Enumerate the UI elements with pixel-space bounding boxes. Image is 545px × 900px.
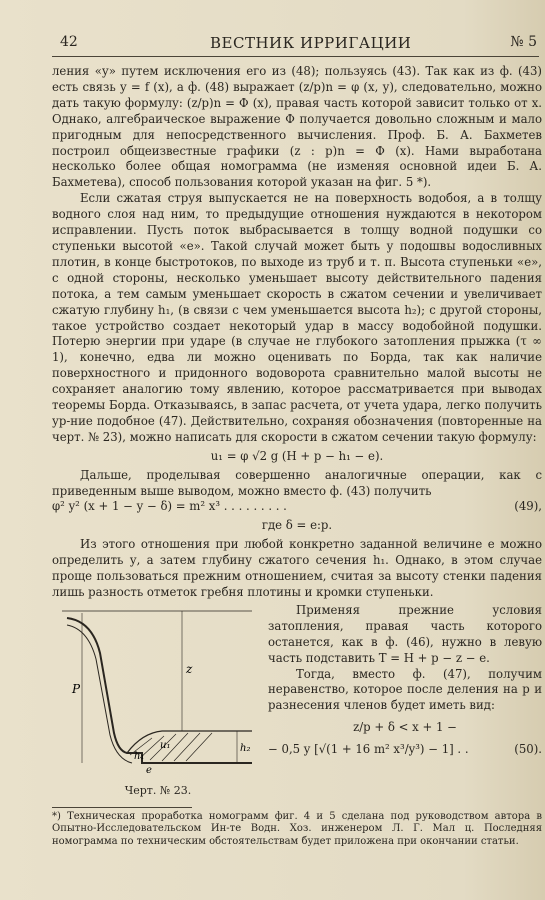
page-number: 42 [60,34,78,50]
side-text [264,603,542,799]
article-body [52,64,542,848]
fig-label-e: e [146,764,152,776]
fig-label-h1: h₁ [134,750,145,762]
figure-block [52,603,542,799]
issue-number: № 5 [510,34,537,50]
equation-50 [268,742,542,758]
fig-label-z: z [186,661,193,676]
equation-49-body: φ² y² (x + 1 − y − δ) = m² x³ . . . . . . . . . [52,499,287,514]
footnote: *) Техническая проработка номограмм фиг. 4 и 5 сделана под руководством автора в Опытно-Исследовательском Ин-те Водн. Хоз. инженером Л. Г. Мал ц. Последняя номограмма по техническим обстоятельствам будет приложена при окончании статьи. [52,810,542,847]
header-rule [52,56,539,57]
paragraph-2: Если сжатая струя выпускается не на поверхность водобоя, а в толщу водного слоя над ним, то предыдущие отношения нуждаются в некотором исправлении. Пусть поток выбрасывается в толщу водной подушки со ступеньки высотой «е». Такой случай может быть у подошвы водосливных плотин, в конце быстротоков, по выходе из труб и т. п. Высота ступеньки «е», с одной стороны, несколько уменьшает высоту действительного падения потока, а тем самым уменьшает скорость в сжатом сечении и увеличивает сжатую глубину h₁, (в связи с чем уменьшается высота h₂); с другой стороны, такое устройство создает некоторый удар в массу водобойной подушки. Потерю энергии при ударе (в случае не глубокого затопления прыжка (τ ∞ 1), конечно, едва ли можно оценивать по Борда, так как наличие поверхностного и придонного водоворота сравнительно малой высоты не сохраняет аналогию тому явлению, которое рассматривается при выводах теоремы Борда. Отказываясь, в запас расчета, от учета удара, легко получить ур-ние подобное (47). Действительно, сохраняя обозначения (повторенные на черт. № 23), можно написать для скорости в сжатом сечении такую формулу: [52,191,542,444]
figure-caption: Черт. № 23. [124,783,192,797]
inequality-bottom: − 0,5 y [√(1 + 16 m² x³/y³) − 1] . . [268,742,469,757]
page-header [60,34,537,52]
delta-definition: где δ = e:p. [261,518,333,533]
paragraph-4: Из этого отношения при любой конкретно заданной величине е можно определить у, а затем глубину сжатого сечения h₁. Однако, в этом случае проще пользоваться прежним отношением, считая за высоту стенки падения лишь разность отметок гребня плотины и кромки ступеньки. [52,537,542,599]
equation-50-number: (50). [514,742,542,757]
figure-23 [52,603,264,799]
paragraph-1: ления «у» путем исключения его из (48); пользуясь (43). Так как из ф. (43) есть связь у = f (х), а ф. (48) выражает (z/p)n = φ (х, у), следовательно, можно дать такую формулу: (z/p)n = Φ (х), правая часть которой зависит только от х. Однако, алгебраическое выражение Φ получается довольно сложным и мало пригодным для непосредственного вычисления. Проф. Б. А. Бахметев построил общеизвестные графики (z : p)n = Φ (х). Нами выработана несколько более общая номограмма (не изменяя основной идеи Б. А. Бахметева), способ пользования которой указан на фиг. 5 *). [52,64,542,190]
fig-label-u1: u₁ [160,739,171,751]
fig-label-h2: h₂ [240,742,251,754]
paragraph-3: Дальше, проделывая совершенно аналогичные операции, как с приведенным выше выводом, можно вместо ф. (43) получить [52,467,542,498]
tailwater-surface [127,731,252,753]
dam-section-drawing [52,603,257,783]
journal-title: ВЕСТНИК ИРРИГАЦИИ [210,34,412,52]
inequality-top: z/p + δ < x + 1 − [353,720,457,735]
equation-49 [52,499,542,515]
fig-label-p: P [72,681,81,696]
paragraph-5: Применяя прежние условия затопления, правая часть которого останется, как в ф. (46), нужно в левую часть подставить T = H + p − z − e. [268,602,542,665]
equation-49-number: (49), [514,499,542,514]
paragraph-6: Тогда, вместо ф. (47), получим неравенство, которое после деления на p и разнесения членов будет иметь вид: [268,666,542,713]
footnote-rule [52,807,192,808]
velocity-formula: u₁ = φ √2 g (H + p − h₁ − e). [210,448,384,463]
